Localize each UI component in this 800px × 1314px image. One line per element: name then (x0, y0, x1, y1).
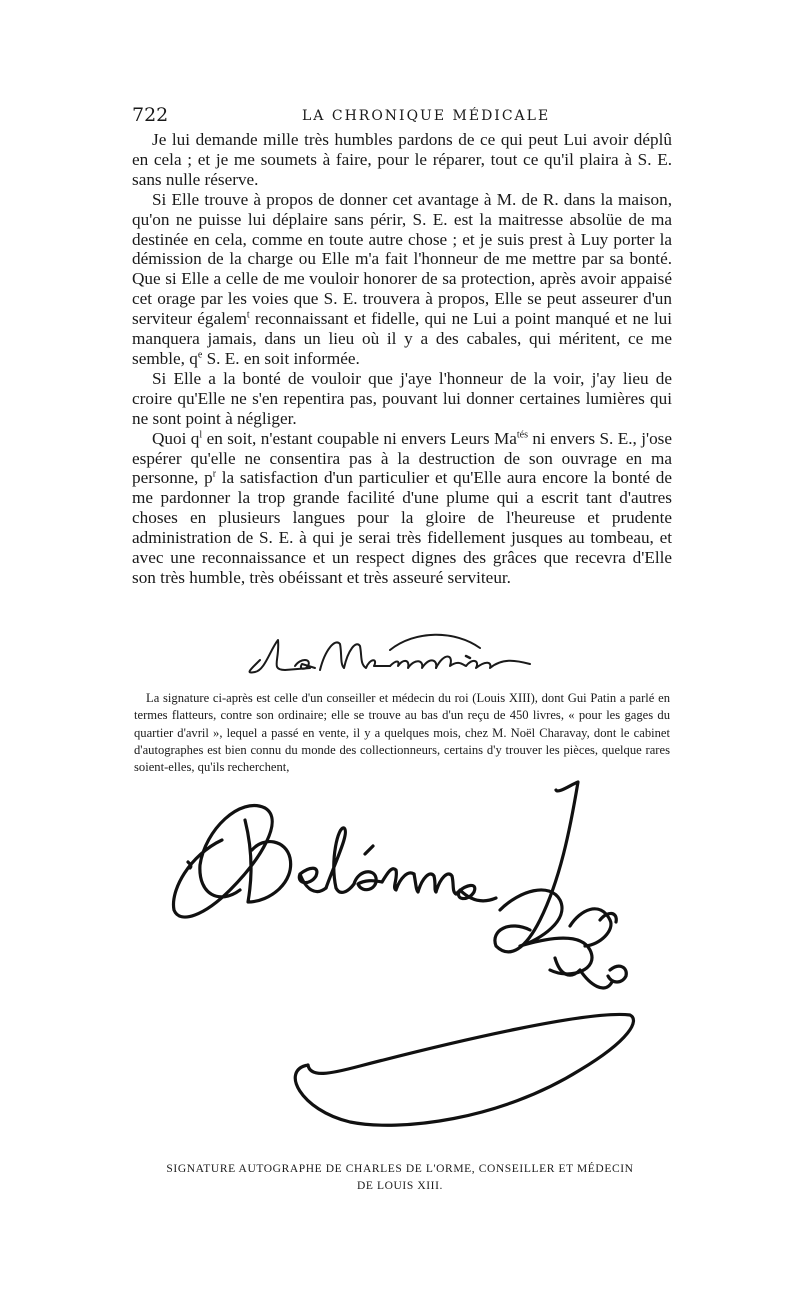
superscript: e (197, 349, 203, 361)
paragraph-4-text-b: en soit, n'estant coupable ni envers Leurs Ma (202, 428, 517, 448)
paragraph-2-text-a: Si Elle trouve à propos de donner cet avantage à M. de R. dans la maison, qu'on ne puisse lui déplaire sans périr, S. E. est la maitresse absolüe de ma destinée en cela, comme en toute autre chose ; et je suis prest à Luy porter la démission de la charge ou Elle m'a fait l'honneur de me mettre par sa bonté. Que si Elle a celle de me vouloir honorer de sa protection, après avoir appaisé cet orage par les voies que S. E. trouvera à propos, Elle se peut asseurer d'un serviteur égalem (132, 189, 672, 329)
paragraph-2 (132, 190, 672, 369)
paragraph-3: Si Elle a la bonté de vouloir que j'aye l'honneur de la voir, j'ay lieu de croire qu'Elle ne s'en repentira pas, pouvant lui donner certaines lumières qui ne sont point à négliger. (132, 368, 672, 428)
paragraph-4-text-d: la satisfaction d'un particulier et qu'Elle aura encore la bonté de me pardonner la trop grande facilité d'une plume qui a escrit tant d'autres choses en plusieurs langues pour la gloire de l'heureuse et prudente administration de S. E. à qui je serai très fidellement jusques au tombeau, et avec une reconnaissance et un respect dignes des grâces que recevra d'Elle son très humble, très obéissant et très asseuré serviteur. (132, 468, 672, 587)
superscript: tés (516, 428, 528, 440)
figure-caption (140, 1161, 660, 1195)
signature-delorme (160, 770, 680, 1150)
page-header (132, 104, 672, 128)
handwritten-signature-image (160, 770, 680, 1150)
superscript: t (246, 309, 250, 321)
superscript: r (212, 468, 217, 480)
editor-note (134, 690, 670, 776)
paragraph-4-text-a: Quoi q (152, 428, 200, 448)
page-number: 722 (132, 104, 169, 126)
paragraph-4 (132, 429, 672, 588)
running-head: LA CHRONIQUE MÉDICALE (302, 108, 551, 124)
paragraph-1: Je lui demande mille très humbles pardons de ce qui peut Lui avoir déplû en cela ; et je me soumets à faire, pour le réparer, tout ce qu'il plaira à S. E. sans nulle réserve. (132, 130, 672, 189)
superscript: l (199, 428, 203, 440)
signature-la-mesnardiere (240, 630, 570, 680)
letter-body (132, 130, 672, 588)
paragraph-2-text-c: S. E. en soit informée. (202, 348, 360, 368)
editor-note-text: La signature ci-après est celle d'un conseiller et médecin du roi (Louis XIII), dont Gui Patin a parlé en termes flatteurs, contre son ordinaire; elle se trouve au bas d'un reçu de 450 livres, « pour les gages du quartier d'avril », lequel a passé en vente, il y a quelques mois, chez M. Noël Charavay, dont le cabinet d'autographes est bien connu du monde des collectionneurs, certains d'y trouver les pièces, quelque rares soient-elles, qu'ils recherchent, (134, 691, 670, 775)
caption-line-2: DE LOUIS XIII. (356, 1180, 443, 1192)
paragraph-2-text-b: reconnaissant et fidelle, qui ne Lui a point manqué et ne lui manquera jamais, dans un lieu où il y a des cabales, qui méritent, ce me semble, q (132, 309, 672, 368)
handwritten-signature-image (240, 630, 570, 680)
paragraph-4-text-c: ni envers S. E., j'ose espérer qu'elle ne consentira pas à la destruction de son ouvrage en ma personne, p (132, 428, 672, 488)
caption-line-1: SIGNATURE AUTOGRAPHE DE CHARLES DE L'ORME, CONSEILLER ET MÉDECIN (166, 1163, 634, 1175)
